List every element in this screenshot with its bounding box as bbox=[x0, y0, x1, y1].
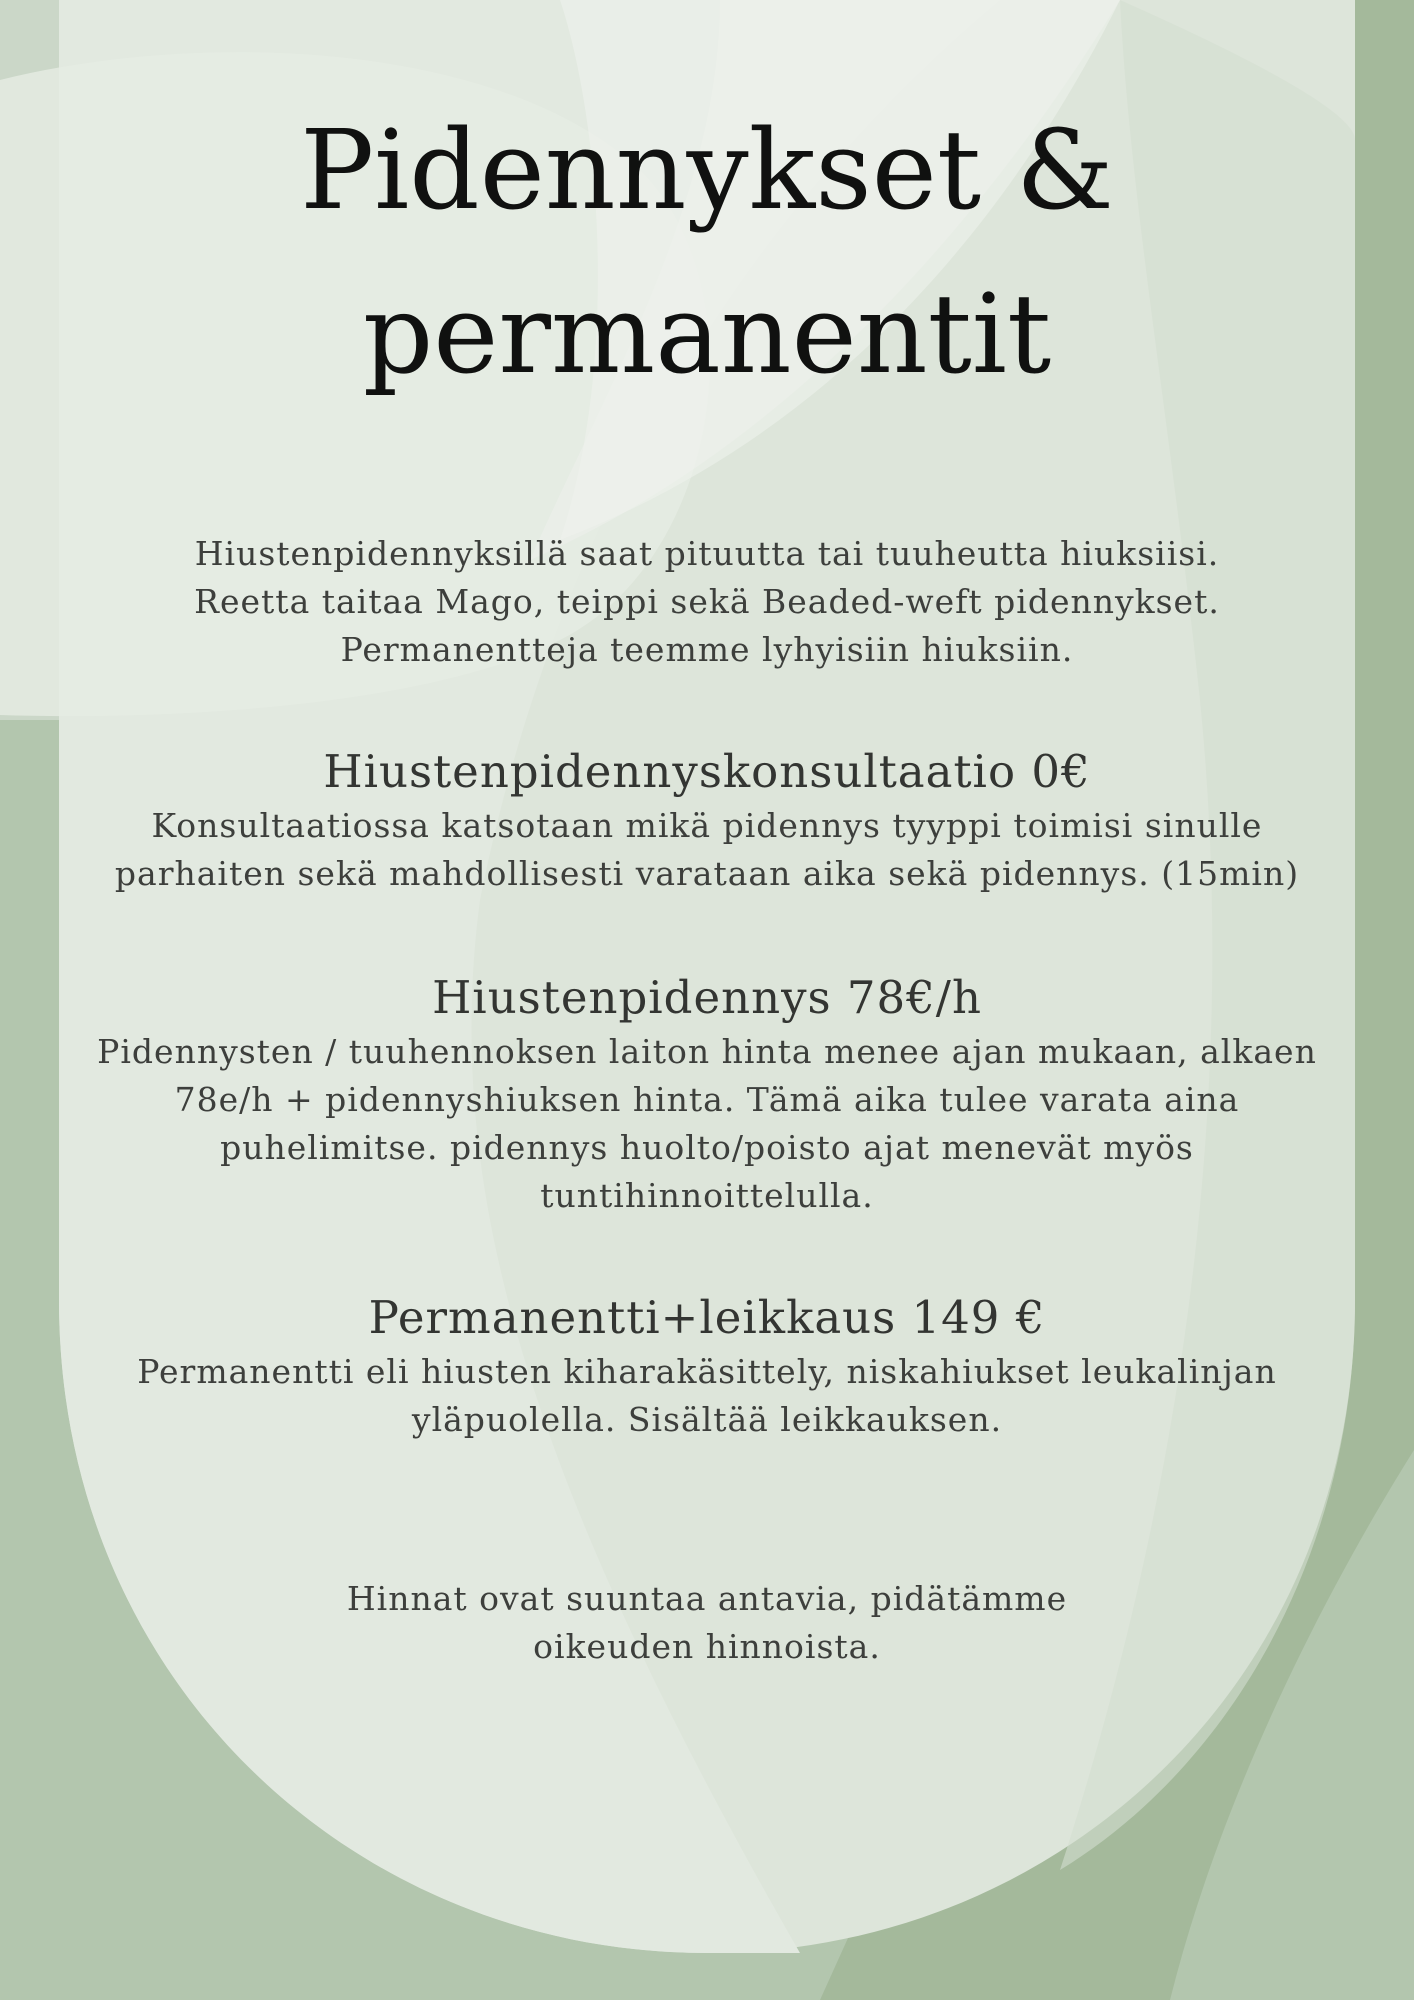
service-extensions bbox=[59, 968, 1355, 1220]
service-heading: Permanentti+leikkaus 149 € bbox=[368, 1291, 1046, 1344]
disclaimer-line: Hinnat ovat suuntaa antavia, pidätämme bbox=[346, 1579, 1068, 1618]
intro-text bbox=[59, 530, 1355, 674]
intro-line: Permanentteja teemme lyhyisiin hiuksiin. bbox=[340, 630, 1074, 669]
intro-line: Reetta taitaa Mago, teippi sekä Beaded-weft pidennykset. bbox=[194, 582, 1220, 621]
price-disclaimer bbox=[59, 1575, 1355, 1671]
description-line: Permanentti eli hiusten kiharakäsittely, niskahiukset leukalinjan bbox=[137, 1352, 1277, 1391]
page-title bbox=[59, 88, 1355, 416]
disclaimer-line: oikeuden hinnoista. bbox=[533, 1627, 881, 1666]
description-line: yläpuolella. Sisältää leikkauksen. bbox=[411, 1400, 1003, 1439]
description-line: puhelimitse. pidennys huolto/poisto ajat menevät myös bbox=[220, 1128, 1194, 1167]
description-line: Konsultaatiossa katsotaan mikä pidennys tyyppi toimisi sinulle bbox=[151, 806, 1263, 845]
service-consultation bbox=[59, 742, 1355, 898]
description-line: 78e/h + pidennyshiuksen hinta. Tämä aika tulee varata aina bbox=[174, 1080, 1240, 1119]
intro-line: Hiustenpidennyksillä saat pituutta tai tuuheutta hiuksiisi. bbox=[194, 534, 1220, 573]
service-heading: Hiustenpidennys 78€/h bbox=[432, 971, 982, 1024]
service-description bbox=[59, 1348, 1355, 1444]
title-line-2: permanentit bbox=[362, 270, 1052, 398]
service-description bbox=[59, 802, 1355, 898]
title-line-1: Pidennykset & bbox=[300, 106, 1114, 234]
description-line: tuntihinnoittelulla. bbox=[540, 1176, 874, 1215]
service-heading: Hiustenpidennyskonsultaatio 0€ bbox=[323, 745, 1091, 798]
service-perm-cut bbox=[59, 1288, 1355, 1444]
description-line: Pidennysten / tuuhennoksen laiton hinta menee ajan mukaan, alkaen bbox=[97, 1032, 1317, 1071]
service-description bbox=[59, 1028, 1355, 1220]
description-line: parhaiten sekä mahdollisesti varataan aika sekä pidennys. (15min) bbox=[114, 854, 1300, 893]
